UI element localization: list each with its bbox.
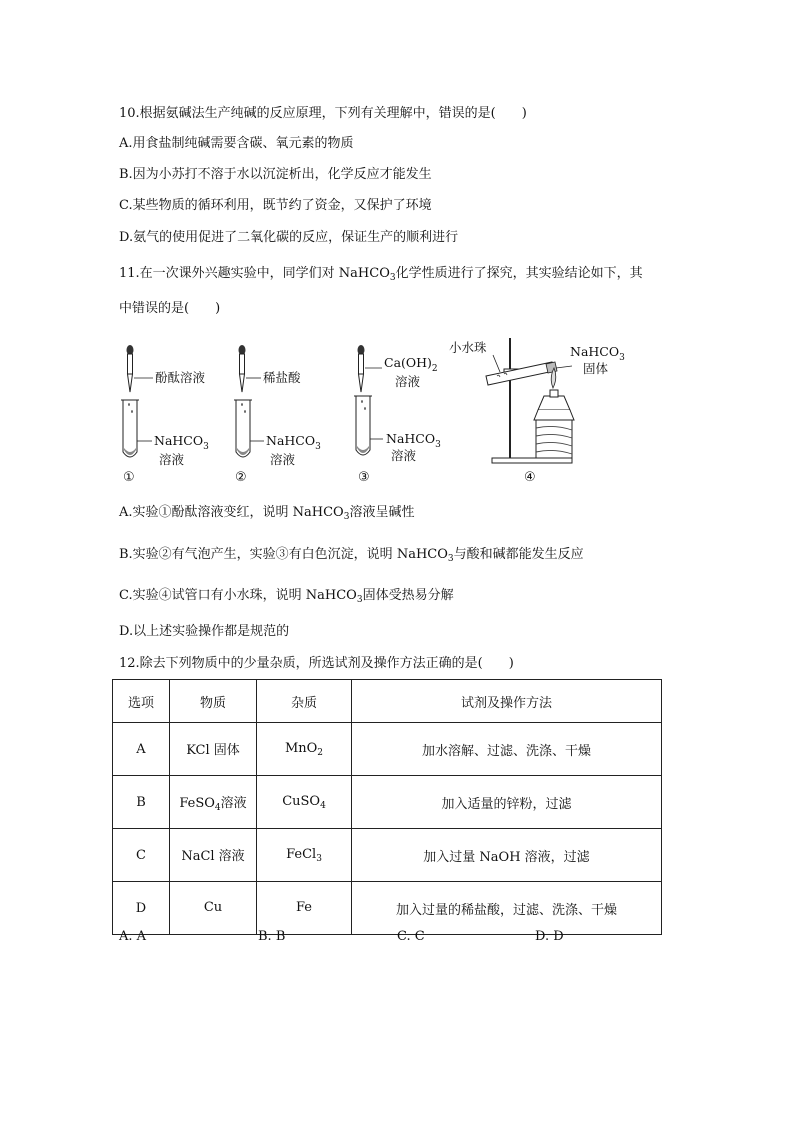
row-substance: Cu	[170, 882, 257, 935]
tube-label-2: NaHCO$_3$	[266, 433, 321, 452]
q12-options-table	[112, 679, 662, 935]
row-impurity: FeCl$_3$	[257, 829, 352, 882]
dropper-1	[127, 345, 134, 392]
row-option: C	[113, 829, 170, 882]
test-tube-3	[354, 396, 372, 455]
experiment-number-3: ③	[358, 470, 370, 485]
tube-label-3: NaHCO$_3$	[386, 431, 441, 450]
q11-option-c-sub: 3	[356, 595, 363, 605]
reagent-label-3: $Ca(OH)_2$	[384, 355, 438, 374]
q10-stem: 10.根据氨碱法生产纯碱的反应原理，下列有关理解中，错误的是( )	[119, 106, 527, 121]
q12-answer-c: C. C	[397, 929, 425, 944]
q11-option-c	[119, 588, 454, 608]
reagent-label-3-b: 溶液	[395, 374, 421, 389]
header-method: 试剂及操作方法	[352, 680, 662, 723]
dropper-3	[358, 345, 365, 392]
experiment-number-4: ④	[524, 470, 536, 485]
q11-stem	[119, 266, 643, 286]
row-option: D	[113, 882, 170, 935]
experiment-number-2: ②	[235, 470, 247, 485]
q10-option-c: C.某些物质的循环利用，既节约了资金，又保护了环境	[119, 198, 432, 213]
row-method: 加入过量 NaOH 溶液，过滤	[352, 829, 662, 882]
q11-option-a-sub: 3	[343, 512, 350, 522]
q11-option-c-pre: C.实验④试管口有小水珠，说明 NaHCO	[119, 588, 357, 603]
reagent-label-2: 稀盐酸	[263, 370, 301, 385]
q11-stem-part1: 11.在一次课外兴趣实验中，同学们对 NaHCO	[119, 266, 390, 281]
test-tube-1	[121, 400, 139, 457]
row-method: 加水溶解、过滤、洗涤、干燥	[352, 723, 662, 776]
row-impurity: CuSO$_4$	[257, 776, 352, 829]
row-substance: NaCl 溶液	[170, 829, 257, 882]
tube-label-1: NaHCO$_3$	[154, 433, 209, 452]
q12-stem: 12.除去下列物质中的少量杂质，所选试剂及操作方法正确的是( )	[119, 656, 514, 671]
header-impurity: 杂质	[257, 680, 352, 723]
experiment-number-1: ①	[123, 470, 135, 485]
q11-stem-part2: 化学性质进行了探究，其实验结论如下，其	[395, 266, 643, 281]
header-option: 选项	[113, 680, 170, 723]
q11-option-d: D.以上述实验操作都是规范的	[119, 624, 290, 639]
test-tube-2	[234, 400, 252, 457]
q12-answer-b: B. B	[258, 929, 286, 944]
q11-stem-line2: 中错误的是( )	[119, 301, 221, 316]
solid-label: NaHCO$_3$	[570, 344, 625, 363]
row-method: 加入适量的锌粉，过滤	[352, 776, 662, 829]
q11-option-c-post: 固体受热易分解	[362, 588, 454, 603]
q11-option-a	[119, 505, 414, 525]
table-row	[113, 776, 662, 829]
q11-option-b	[119, 547, 584, 567]
row-option: B	[113, 776, 170, 829]
drops-label: 小水珠	[449, 340, 487, 355]
q11-option-b-pre: B.实验②有气泡产生，实验③有白色沉淀，说明 NaHCO	[119, 547, 448, 562]
header-substance: 物质	[170, 680, 257, 723]
row-substance: FeSO$_4$溶液	[170, 776, 257, 829]
row-impurity: MnO$_2$	[257, 723, 352, 776]
heating-apparatus	[486, 338, 574, 463]
q11-option-b-sub: 3	[447, 554, 454, 564]
tube-label-2-b: 溶液	[270, 452, 296, 467]
table-row	[113, 829, 662, 882]
reagent-label-1: 酚酞溶液	[155, 370, 206, 385]
row-option: A	[113, 723, 170, 776]
table-row	[113, 723, 662, 776]
q11-stem-sub: 3	[389, 273, 396, 283]
row-method: 加入过量的稀盐酸，过滤、洗涤、干燥	[352, 882, 662, 935]
dropper-2	[239, 345, 246, 392]
q10-option-d: D.氨气的使用促进了二氧化碳的反应，保证生产的顺利进行	[119, 230, 459, 245]
q10-option-b: B.因为小苏打不溶于水以沉淀析出，化学反应才能发生	[119, 167, 432, 182]
q11-option-a-post: 溶液呈碱性	[349, 505, 415, 520]
solid-label-b: 固体	[583, 361, 609, 376]
q11-option-a-pre: A.实验①酚酞溶液变红，说明 NaHCO	[119, 505, 344, 520]
q12-answer-a: A. A	[119, 929, 147, 944]
q12-answer-d: D. D	[535, 929, 564, 944]
q11-option-b-post: 与酸和碱都能发生反应	[453, 547, 584, 562]
tube-label-3-b: 溶液	[391, 448, 417, 463]
table-header-row	[113, 680, 662, 723]
q10-option-a: A.用食盐制纯碱需要含碳、氧元素的物质	[119, 136, 354, 151]
tube-label-1-b: 溶液	[159, 452, 185, 467]
row-substance: KCl 固体	[170, 723, 257, 776]
row-impurity: Fe	[257, 882, 352, 935]
table-row	[113, 882, 662, 935]
q11-experiment-figure	[118, 338, 638, 488]
